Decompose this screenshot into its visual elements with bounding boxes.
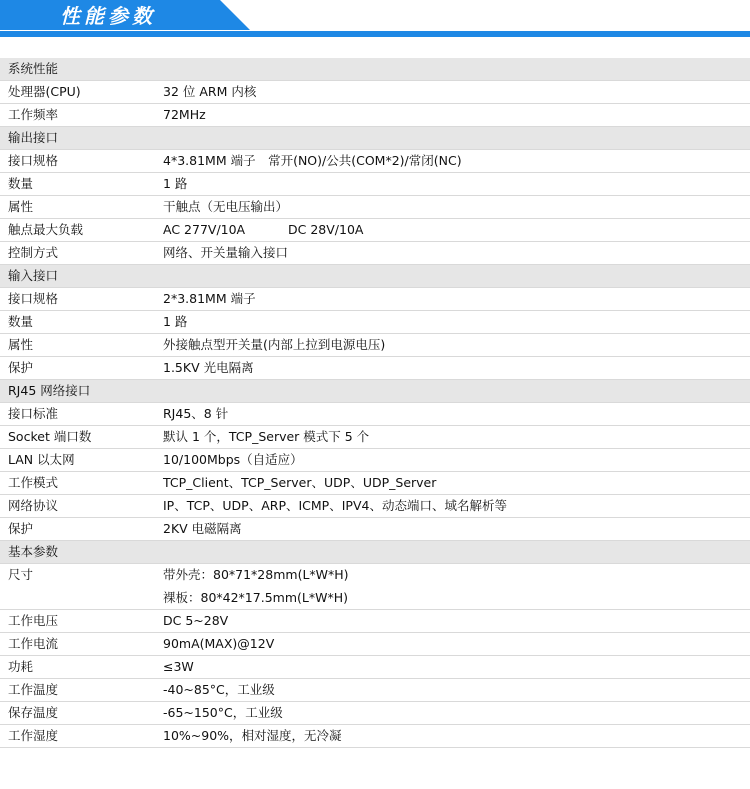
spec-row [0, 334, 750, 357]
spec-row [0, 311, 750, 334]
section-title: 系统性能 [8, 61, 59, 76]
spec-row [0, 242, 750, 265]
spec-value-extra: DC 28V/10A [288, 222, 364, 237]
spec-label: 处理器(CPU) [8, 84, 81, 99]
spec-value: 1 路 [163, 176, 188, 191]
spec-row [0, 564, 750, 610]
spec-label: 网络协议 [8, 498, 59, 513]
spec-value: 网络、开关量输入接口 [163, 245, 289, 260]
spec-label: 触点最大负载 [8, 222, 84, 237]
spec-value: 2*3.81MM 端子 [163, 291, 256, 306]
spec-label: 数量 [8, 176, 34, 191]
spec-row [0, 288, 750, 311]
spec-label: 保护 [8, 521, 34, 536]
spec-label: 工作温度 [8, 682, 59, 697]
spec-label: 接口规格 [8, 153, 59, 168]
spec-row [0, 449, 750, 472]
spec-label: 接口规格 [8, 291, 59, 306]
spec-value: 4*3.81MM 端子 常开(NO)/公共(COM*2)/常闭(NC) [163, 153, 462, 168]
spec-row [0, 679, 750, 702]
spec-label: 工作电流 [8, 636, 59, 651]
section-title: 输出接口 [8, 130, 59, 145]
spec-row [0, 656, 750, 679]
section-header [0, 58, 750, 81]
spec-value: 2KV 电磁隔离 [163, 521, 242, 536]
spec-label: Socket 端口数 [8, 429, 92, 444]
spec-row [0, 219, 750, 242]
spec-label: 尺寸 [8, 567, 34, 582]
spec-row [0, 357, 750, 380]
spec-label: 属性 [8, 337, 34, 352]
spec-value: -65~150°C，工业级 [163, 705, 283, 720]
spec-value: IP、TCP、UDP、ARP、ICMP、IPV4、动态端口、域名解析等 [163, 498, 507, 513]
spec-value: 带外壳：80*71*28mm(L*W*H) [163, 567, 349, 582]
spec-row [0, 702, 750, 725]
spec-label: 保存温度 [8, 705, 59, 720]
spec-value: 外接触点型开关量(内部上拉到电源电压) [163, 337, 386, 352]
spec-label: 功耗 [8, 659, 34, 674]
spec-label: 工作电压 [8, 613, 59, 628]
spec-row [0, 81, 750, 104]
spec-row [0, 104, 750, 127]
spec-value: RJ45、8 针 [163, 406, 229, 421]
spec-value: TCP_Client、TCP_Server、UDP、UDP_Server [163, 475, 437, 490]
section-header [0, 265, 750, 288]
spec-value: 1 路 [163, 314, 188, 329]
spec-row [0, 610, 750, 633]
spec-label: 控制方式 [8, 245, 59, 260]
spec-value: -40~85°C，工业级 [163, 682, 275, 697]
spec-value: DC 5~28V [163, 613, 229, 628]
spec-label: 接口标准 [8, 406, 59, 421]
spec-row [0, 518, 750, 541]
spec-value: AC 277V/10A [163, 222, 246, 237]
spec-label: 工作频率 [8, 107, 59, 122]
spec-table [0, 58, 750, 748]
spec-label: 工作模式 [8, 475, 59, 490]
spec-label: 属性 [8, 199, 34, 214]
spec-label: LAN 以太网 [8, 452, 75, 467]
spec-value: 10/100Mbps（自适应） [163, 452, 303, 467]
spec-value: 90mA(MAX)@12V [163, 636, 275, 651]
section-title: RJ45 网络接口 [8, 383, 91, 398]
section-header [0, 541, 750, 564]
spec-row [0, 150, 750, 173]
spec-value: 72MHz [163, 107, 206, 122]
spec-row [0, 426, 750, 449]
spec-value: ≤3W [163, 659, 194, 674]
spec-value: 干触点（无电压输出） [163, 199, 289, 214]
spec-row [0, 472, 750, 495]
section-title: 输入接口 [8, 268, 59, 283]
spec-value: 10%~90%，相对湿度，无冷凝 [163, 728, 342, 743]
spec-value: 默认 1 个，TCP_Server 模式下 5 个 [163, 429, 370, 444]
spec-row [0, 495, 750, 518]
spec-row [0, 196, 750, 219]
spec-label: 保护 [8, 360, 34, 375]
spec-label: 数量 [8, 314, 34, 329]
spec-value: 32 位 ARM 内核 [163, 84, 257, 99]
spec-value: 1.5KV 光电隔离 [163, 360, 254, 375]
header-banner [0, 0, 750, 40]
spec-value-secondary: 裸板：80*42*17.5mm(L*W*H) [163, 590, 348, 605]
spec-row [0, 633, 750, 656]
section-title: 基本参数 [8, 544, 59, 559]
spec-row [0, 173, 750, 196]
page-title: 性能参数 [60, 4, 156, 28]
spec-label: 工作湿度 [8, 728, 59, 743]
section-header [0, 380, 750, 403]
spec-row [0, 403, 750, 426]
section-header [0, 127, 750, 150]
spec-row [0, 725, 750, 748]
